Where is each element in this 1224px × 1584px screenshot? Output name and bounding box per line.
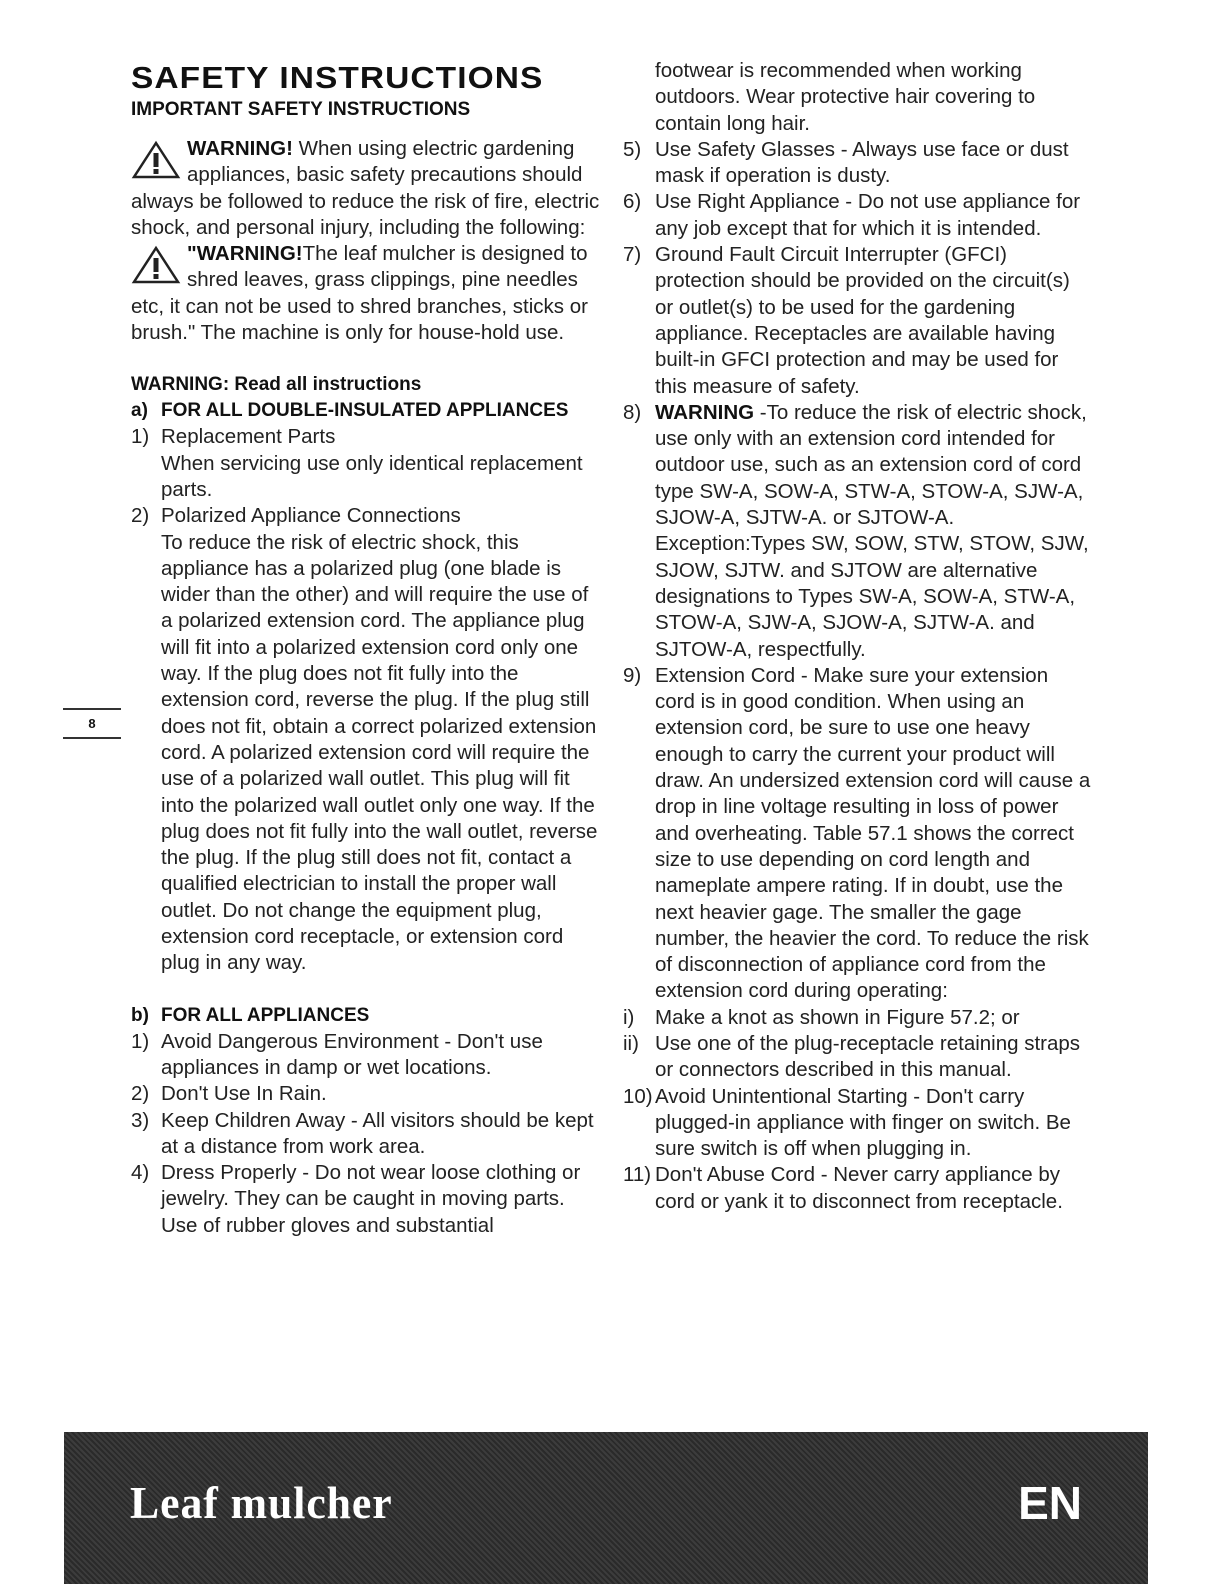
continuation-text: footwear is recommended when working outdoors. Wear protective hair covering to contain long hair. bbox=[655, 59, 1036, 135]
item-number: i) bbox=[623, 1005, 635, 1029]
item-number: 4) bbox=[131, 1161, 150, 1185]
list-item bbox=[623, 1005, 1093, 1031]
footer-banner bbox=[64, 1432, 1148, 1584]
item-number: 2) bbox=[131, 1082, 150, 1106]
item-number: 10) bbox=[623, 1084, 653, 1108]
list-item bbox=[623, 400, 1093, 663]
warning-block-2 bbox=[131, 241, 601, 346]
item-text: Don't Abuse Cord - Never carry appliance by cord or yank it to disconnect from receptacle. bbox=[655, 1163, 1063, 1213]
item-number: 8) bbox=[623, 400, 642, 424]
list-item bbox=[623, 1084, 1093, 1163]
item-number: 2) bbox=[131, 504, 150, 528]
list-item bbox=[623, 189, 1093, 242]
list-item bbox=[623, 663, 1093, 1005]
list-item bbox=[623, 137, 1093, 190]
item-number: 7) bbox=[623, 243, 642, 267]
list-item bbox=[131, 503, 601, 976]
list-item bbox=[131, 1160, 601, 1239]
item-text: -To reduce the risk of electric shock, use only with an extension cord intended for outdoor use, such as an extension cord of cord type SW-A, SOW-A, STW-A, STOW-A, SJW-A, SJOW-A, SJTW-A. or SJTOW-A. bbox=[655, 400, 1087, 530]
warning-block-1 bbox=[131, 136, 601, 241]
item-number: 1) bbox=[131, 425, 150, 449]
item-number: 9) bbox=[623, 663, 642, 687]
warning-label-3: WARNING bbox=[655, 400, 755, 424]
warning-text-1: When using electric gardening appliances, basic safety precautions should always be followed to reduce the risk of fire, electric shock, and personal injury, including the following: bbox=[131, 137, 600, 239]
section-a-marker: a) bbox=[131, 400, 148, 422]
item-title: Polarized Appliance Connections bbox=[161, 504, 461, 528]
item-text: Make a knot as shown in Figure 57.2; or bbox=[655, 1005, 1020, 1029]
list-item bbox=[623, 1031, 1093, 1084]
item-text: Dress Properly - Do not wear loose clothing or jewelry. They can be caught in moving parts. Use of rubber gloves and substantial bbox=[161, 1161, 581, 1237]
item-text: Avoid Dangerous Environment - Don't use appliances in damp or wet locations. bbox=[161, 1029, 543, 1079]
item-number: 5) bbox=[623, 137, 642, 161]
item-text: Use Safety Glasses - Always use face or dust mask if operation is dusty. bbox=[655, 137, 1069, 188]
item-title: Replacement Parts bbox=[161, 425, 336, 449]
page-number bbox=[63, 708, 121, 739]
item-text: Extension Cord - Make sure your extension cord is in good condition. When using an extension cord, be sure to use one heavy enough to carry the current your product will draw. An undersized extension cord will cause a drop in line voltage resulting in loss of power and overheating. Table 57.1 shows the correct size to use depending on cord length and nameplate ampere rating. If in doubt, use the next heavier gage. The smaller the gage number, the heavier the cord. To reduce the risk of disconnection of appliance cord from the extension cord during operating: bbox=[655, 663, 1091, 1003]
item-number: ii) bbox=[623, 1031, 639, 1055]
item-number: 6) bbox=[623, 190, 642, 214]
section-a-heading bbox=[131, 398, 601, 424]
list-item bbox=[623, 242, 1093, 400]
item-text: Don't Use In Rain. bbox=[161, 1082, 327, 1106]
item-text: Keep Children Away - All visitors should be kept at a distance from work area. bbox=[161, 1108, 594, 1158]
warning-text-2: The leaf mulcher is designed to shred leaves, grass clippings, pine needles etc, it can not be used to shred branches, sticks or brush." The machine is only for house-hold use. bbox=[131, 242, 588, 345]
item-body: When servicing use only identical replacement parts. bbox=[161, 451, 583, 501]
read-all-heading: WARNING: Read all instructions bbox=[131, 374, 422, 396]
page-subtitle: IMPORTANT SAFETY INSTRUCTIONS bbox=[131, 99, 471, 120]
warning-triangle-icon bbox=[131, 245, 181, 285]
section-b-title: FOR ALL APPLIANCES bbox=[161, 1004, 370, 1026]
item-text: Avoid Unintentional Starting - Don't carry plugged-in appliance with finger on switch. Be sure switch is off when plugging in. bbox=[655, 1084, 1071, 1161]
item-text: Ground Fault Circuit Interrupter (GFCI) protection should be provided on the circuit(s) or outlet(s) to be used for the gardening appliance. Receptacles are available having built-in GFCI protection and may be used for this measure of safety. bbox=[655, 243, 1070, 398]
item-body: To reduce the risk of electric shock, this appliance has a polarized plug (one blade is wider than the other) and will require the use of a polarized extension cord. The appliance plug will fit into a polarized extension cord only one way. If the plug does not fit fully into the extension cord, reverse the plug. If the plug still does not fit, obtain a correct polarized extension cord. A polarized extension cord will require the use of a polarized wall outlet. This plug will fit into the polarized wall outlet only one way. If the plug does not fit fully into the wall outlet, reverse the plug. If the plug still does not fit, contact a qualified electrician to install the proper wall outlet. Do not change the equipment plug, extension cord receptacle, or extension cord plug in any way. bbox=[161, 530, 598, 975]
section-b-marker: b) bbox=[131, 1004, 149, 1026]
list-item bbox=[131, 424, 601, 503]
left-column bbox=[131, 58, 601, 1239]
language-code: EN bbox=[1018, 1477, 1082, 1529]
section-b-heading bbox=[131, 1003, 601, 1029]
warning-triangle-icon bbox=[131, 140, 181, 180]
list-item bbox=[131, 1108, 601, 1161]
page-number-text: 8 bbox=[88, 716, 96, 731]
right-column bbox=[623, 58, 1093, 1215]
section-a-title: FOR ALL DOUBLE-INSULATED APPLIANCES bbox=[161, 400, 569, 422]
footer-title: Leaf mulcher bbox=[130, 1477, 393, 1528]
list-item bbox=[131, 1081, 601, 1107]
warning-label-1: WARNING! bbox=[187, 137, 293, 160]
item-number: 3) bbox=[131, 1108, 150, 1132]
list-item bbox=[623, 1162, 1093, 1215]
item-text: Use Right Appliance - Do not use appliance for any job except that for which it is intended. bbox=[655, 190, 1081, 240]
list-item bbox=[131, 1029, 601, 1082]
page-title: SAFETY INSTRUCTIONS bbox=[131, 60, 544, 95]
exception-text: Exception:Types SW, SOW, STW, STOW, SJW, SJOW, SJTW. and SJTOW are alternative designations to Types SW-A, SOW-A, STW-A, STOW-A, SJW-A, SJOW-A, SJTW-A. and SJTOW-A, respectfully. bbox=[655, 532, 1089, 661]
item-text: Use one of the plug-receptacle retaining straps or connectors described in this manual. bbox=[655, 1031, 1081, 1082]
item-number: 1) bbox=[131, 1029, 150, 1053]
item-number: 11) bbox=[623, 1163, 652, 1187]
warning-label-2: "WARNING! bbox=[187, 242, 303, 266]
